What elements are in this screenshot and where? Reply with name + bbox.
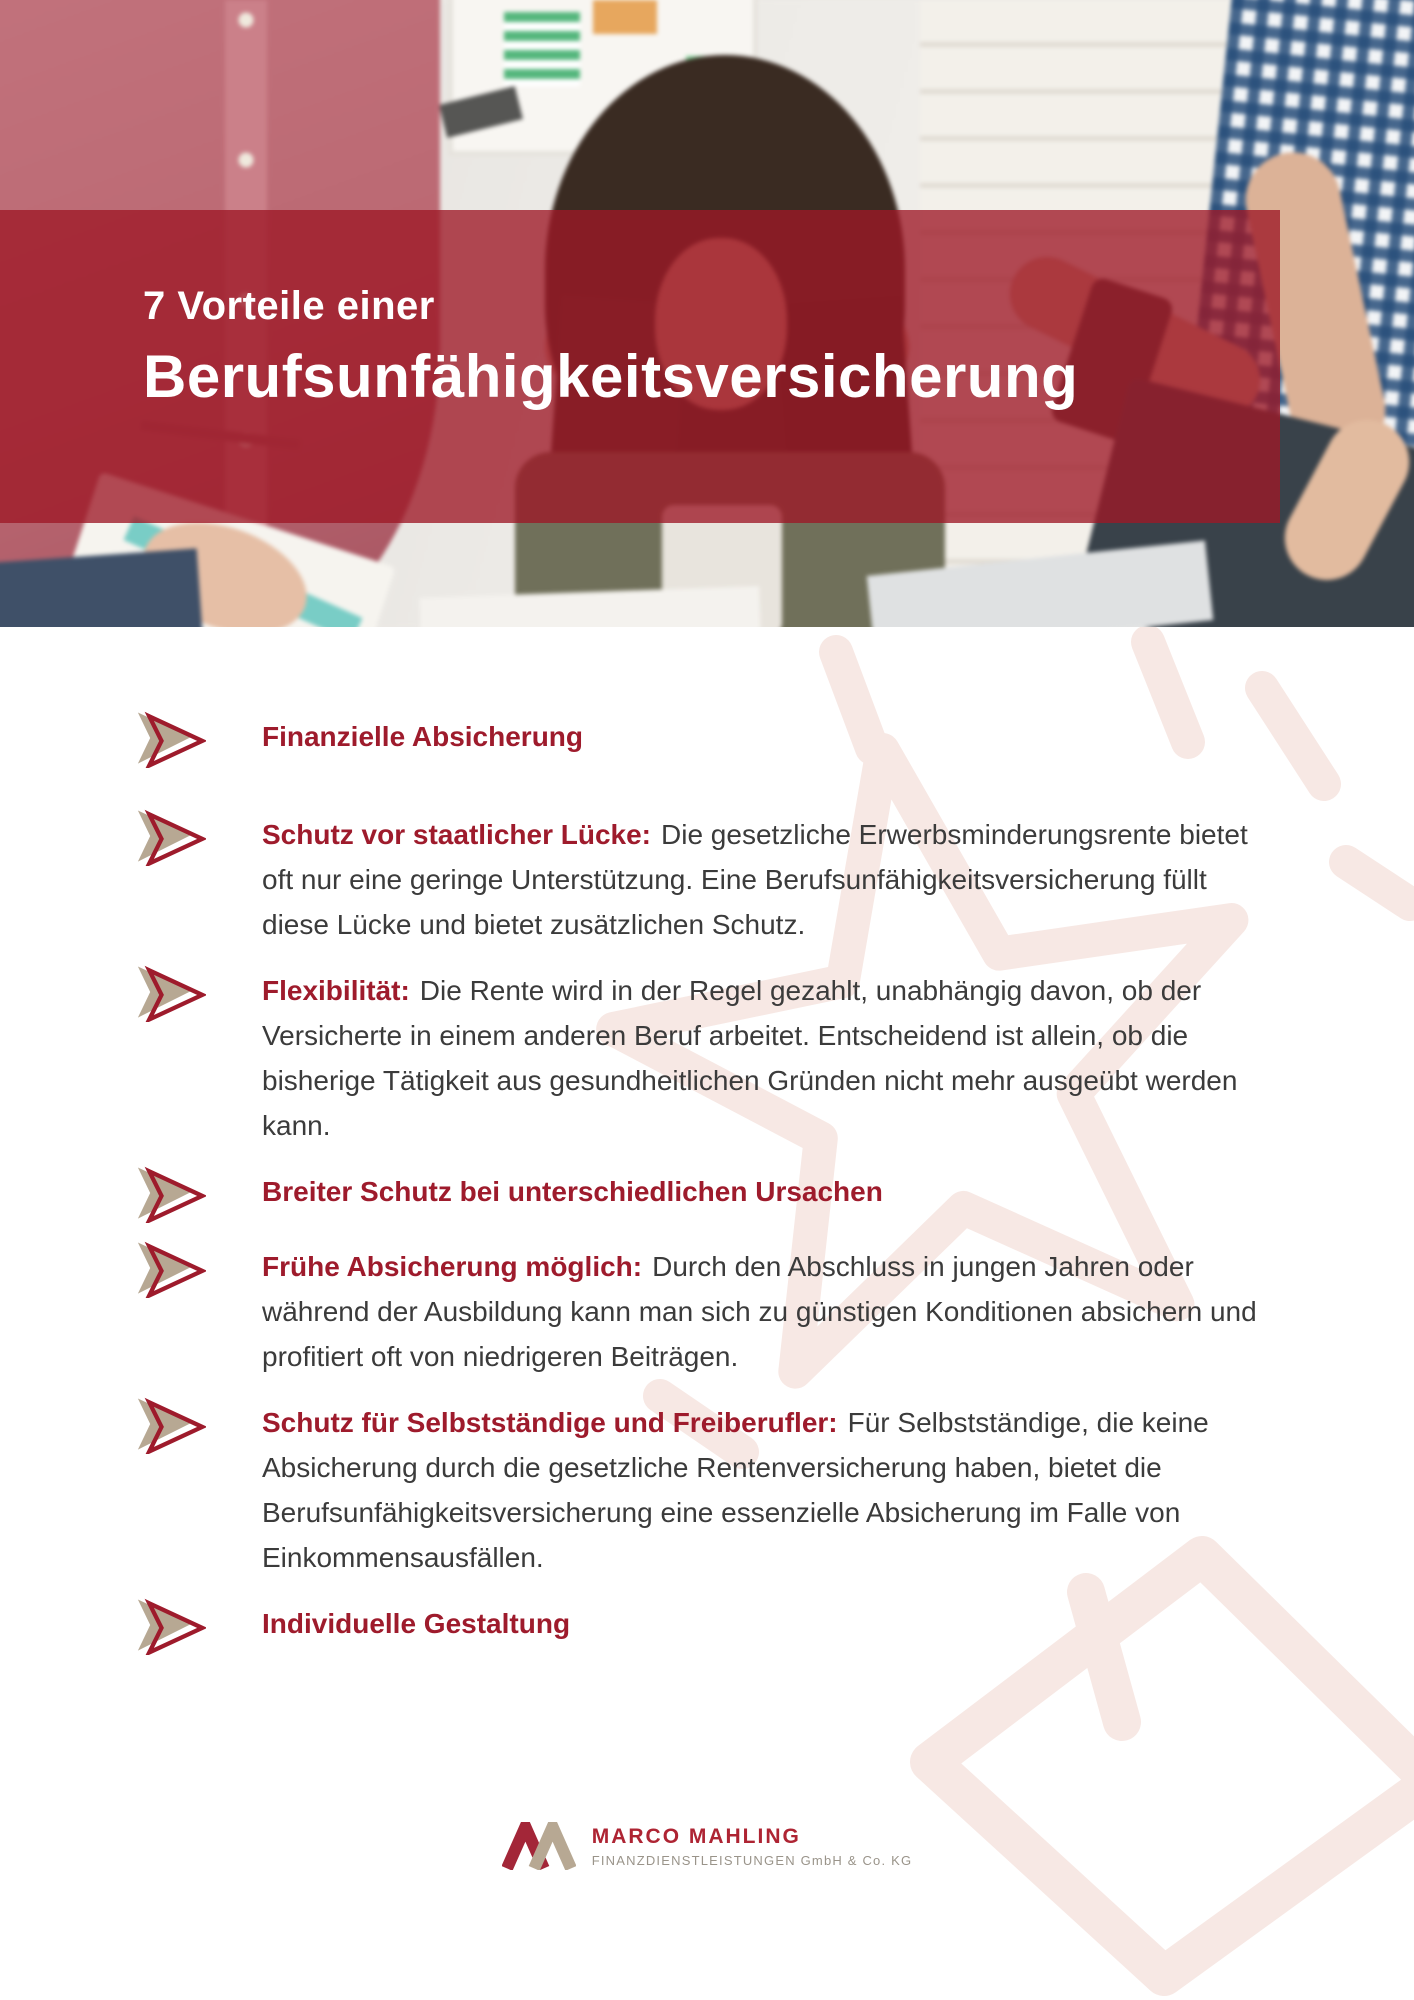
chevron-arrow-right-icon xyxy=(136,1396,206,1454)
sticky-note-orange xyxy=(593,0,657,34)
brand-text-block xyxy=(592,1824,913,1869)
benefit-heading: Schutz für Selbstständige und Freiberufler: xyxy=(262,1407,838,1438)
chevron-arrow-right-icon xyxy=(136,1165,206,1223)
benefit-body: Die gesetzliche Erwerbsminderungsrente bietet oft nur eine geringe Unterstützung. Eine Berufsunfähigkeitsversicherung füllt diese Lücke und bietet zusätzlichen Schutz. xyxy=(262,819,1248,940)
chevron-arrow-right-icon xyxy=(136,710,206,768)
list-item xyxy=(136,1601,1296,1655)
benefit-text xyxy=(262,1601,1278,1646)
title-banner xyxy=(0,210,1280,523)
brand-subtitle: FINANZDIENSTLEISTUNGEN GmbH & Co. KG xyxy=(591,1852,913,1868)
list-item xyxy=(136,1400,1296,1580)
benefits-list xyxy=(136,714,1296,1676)
chevron-arrow-right-icon xyxy=(136,1240,206,1298)
list-item xyxy=(136,1244,1296,1379)
benefit-text xyxy=(262,714,1278,759)
benefit-body: Durch den Abschluss in jungen Jahren oder während der Ausbildung kann man sich zu günstigen Konditionen absichern und profitiert oft von niedrigeren Beiträgen. xyxy=(262,1251,1257,1372)
chevron-arrow-right-icon xyxy=(136,1597,206,1655)
benefit-heading: Schutz vor staatlicher Lücke: xyxy=(262,819,652,850)
chevron-arrow-right-icon xyxy=(136,964,206,1022)
benefit-body: Für Selbstständige, die keine Absicherung durch die gesetzliche Rentenversicherung haben, bietet die Berufsunfähigkeitsversicherung eine essenzielle Absicherung im Falle von Einkommensausfällen. xyxy=(262,1407,1209,1573)
benefit-heading: Flexibilität: xyxy=(262,975,410,1006)
list-item xyxy=(136,1169,1296,1223)
benefit-heading: Breiter Schutz bei unterschiedlichen Ursachen xyxy=(262,1176,883,1207)
list-item xyxy=(136,714,1296,768)
dash-doodle xyxy=(1346,862,1410,904)
benefit-text xyxy=(262,1169,1278,1214)
list-item xyxy=(136,968,1296,1148)
benefit-body: Die Rente wird in der Regel gezahlt, unabhängig davon, ob der Versicherte in einem anderen Beruf arbeitet. Entscheidend ist allein, ob die bisherige Tätigkeit aus gesundheitlichen Gründen nicht mehr ausgeübt werden kann. xyxy=(262,975,1238,1141)
benefit-text xyxy=(262,1400,1278,1580)
benefit-text xyxy=(262,968,1278,1148)
list-item xyxy=(136,812,1296,947)
chevron-arrow-right-icon xyxy=(136,808,206,866)
footer-logo xyxy=(0,1822,1414,1870)
pinned-chart xyxy=(504,12,580,86)
person-left-jeans xyxy=(0,548,203,627)
benefit-text xyxy=(262,812,1278,947)
brand-name: MARCO MAHLING xyxy=(591,1824,801,1848)
page-kicker: 7 Vorteile einer xyxy=(143,284,435,328)
benefit-heading: Frühe Absicherung möglich: xyxy=(262,1251,643,1282)
benefit-heading: Individuelle Gestaltung xyxy=(262,1608,571,1639)
benefit-heading: Finanzielle Absicherung xyxy=(262,721,584,752)
benefit-text xyxy=(262,1244,1278,1379)
mm-monogram-icon xyxy=(502,1822,576,1870)
page-title: Berufsunfähigkeitsversicherung xyxy=(143,343,1079,410)
hero xyxy=(0,0,1414,627)
